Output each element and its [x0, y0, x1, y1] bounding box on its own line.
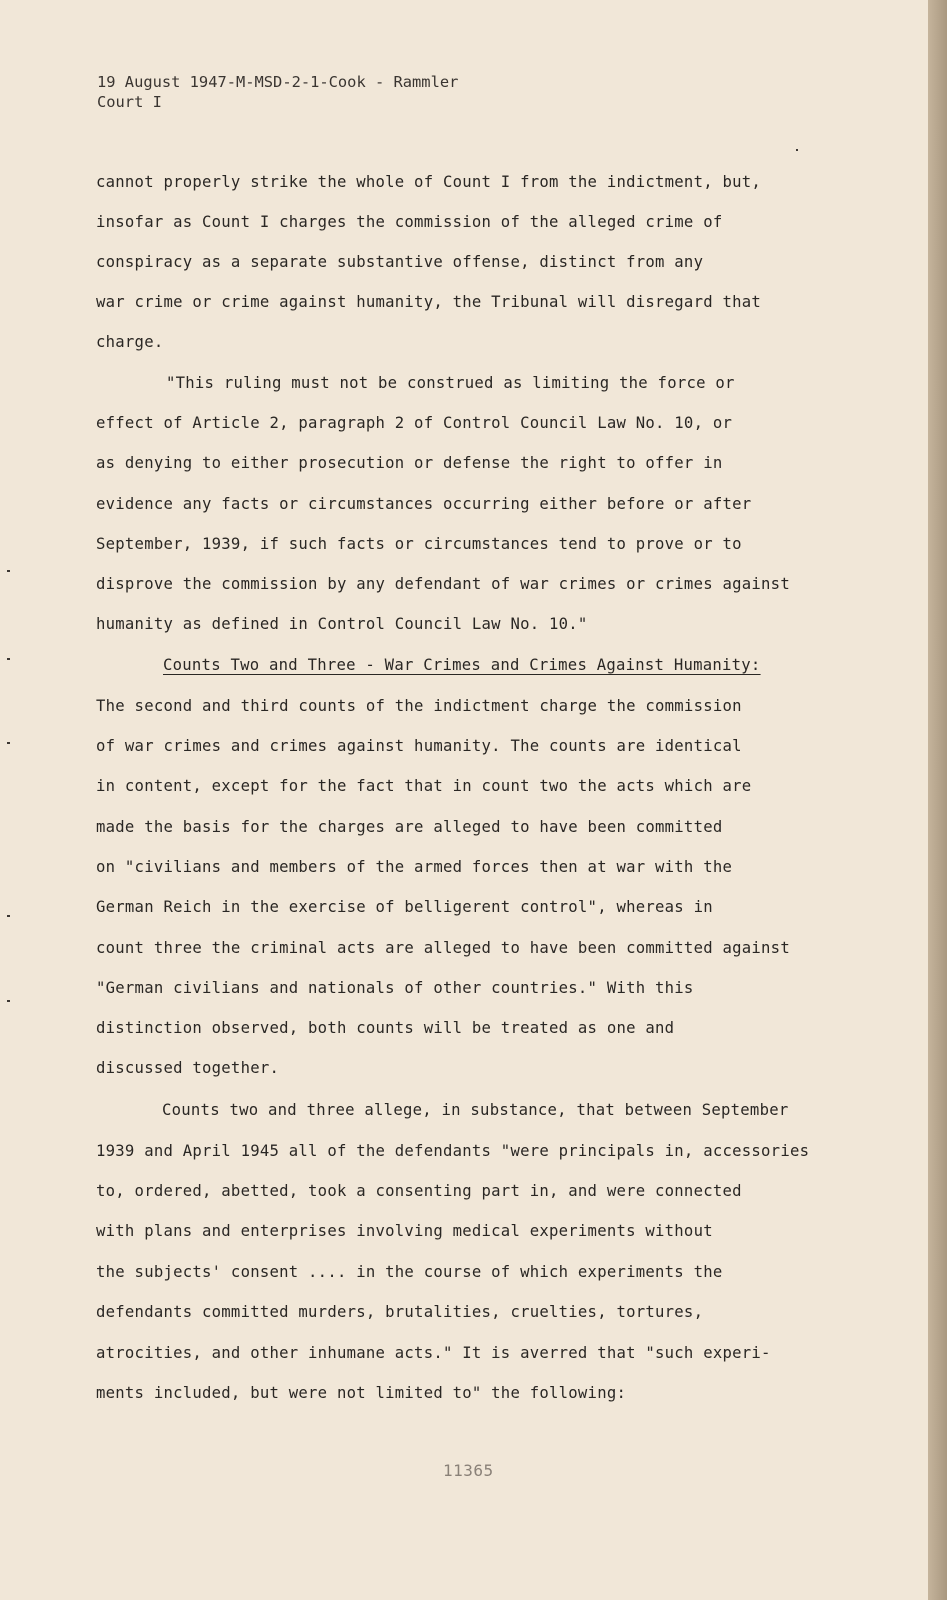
body-line: effect of Article 2, paragraph 2 of Control Council Law No. 10, or: [96, 414, 733, 432]
body-line: war crime or crime against humanity, the Tribunal will disregard that: [96, 293, 762, 311]
page-header: [97, 72, 458, 112]
paper-speck: [796, 149, 798, 151]
paragraph-first-line: Counts two and three allege, in substance, that between September: [162, 1101, 789, 1119]
section-heading: Counts Two and Three - War Crimes and Crimes Against Humanity:: [163, 656, 761, 674]
quote-paragraph-first-line: "This ruling must not be construed as limiting the force or: [166, 374, 735, 392]
header-court-line: Court I: [97, 93, 162, 111]
header-date-line: 19 August 1947-M-MSD-2-1-Cook - Rammler: [97, 73, 459, 91]
body-line: charge.: [96, 333, 164, 351]
body-line: The second and third counts of the indictment charge the commission: [96, 697, 742, 715]
margin-speck: [7, 1000, 10, 1002]
body-line: defendants committed murders, brutalities, cruelties, tortures,: [96, 1303, 704, 1321]
body-line: "German civilians and nationals of other countries." With this: [96, 979, 694, 997]
page-edge-shadow: [928, 0, 947, 1600]
body-line: made the basis for the charges are alleged to have been committed: [96, 818, 723, 836]
body-line: ments included, but were not limited to" the following:: [96, 1384, 627, 1402]
margin-speck: [7, 658, 10, 660]
body-line: humanity as defined in Control Council Law No. 10.": [96, 615, 588, 633]
body-line: in content, except for the fact that in count two the acts which are: [96, 777, 752, 795]
margin-speck: [7, 915, 10, 917]
body-line: distinction observed, both counts will be treated as one and: [96, 1019, 675, 1037]
body-line: German Reich in the exercise of belligerent control", whereas in: [96, 898, 713, 916]
margin-speck: [7, 570, 10, 572]
body-line: with plans and enterprises involving medical experiments without: [96, 1222, 713, 1240]
body-line: September, 1939, if such facts or circumstances tend to prove or to: [96, 535, 742, 553]
body-line: count three the criminal acts are alleged to have been committed against: [96, 939, 790, 957]
body-line: 1939 and April 1945 all of the defendants "were principals in, accessories: [96, 1142, 810, 1160]
body-line: evidence any facts or circumstances occurring either before or after: [96, 495, 752, 513]
body-line: disprove the commission by any defendant of war crimes or crimes against: [96, 575, 790, 593]
page-number: 11365: [443, 1461, 494, 1480]
body-line: the subjects' consent .... in the course of which experiments the: [96, 1263, 723, 1281]
body-line: cannot properly strike the whole of Count I from the indictment, but,: [96, 173, 762, 191]
body-line: insofar as Count I charges the commission of the alleged crime of: [96, 213, 723, 231]
body-line: discussed together.: [96, 1059, 280, 1077]
margin-speck: [7, 742, 10, 744]
body-line: of war crimes and crimes against humanity. The counts are identical: [96, 737, 742, 755]
body-line: to, ordered, abetted, took a consenting part in, and were connected: [96, 1182, 742, 1200]
body-line: conspiracy as a separate substantive offense, distinct from any: [96, 253, 704, 271]
body-line: on "civilians and members of the armed forces then at war with the: [96, 858, 733, 876]
body-line: atrocities, and other inhumane acts." It is averred that "such experi-: [96, 1344, 771, 1362]
body-line: as denying to either prosecution or defense the right to offer in: [96, 454, 723, 472]
